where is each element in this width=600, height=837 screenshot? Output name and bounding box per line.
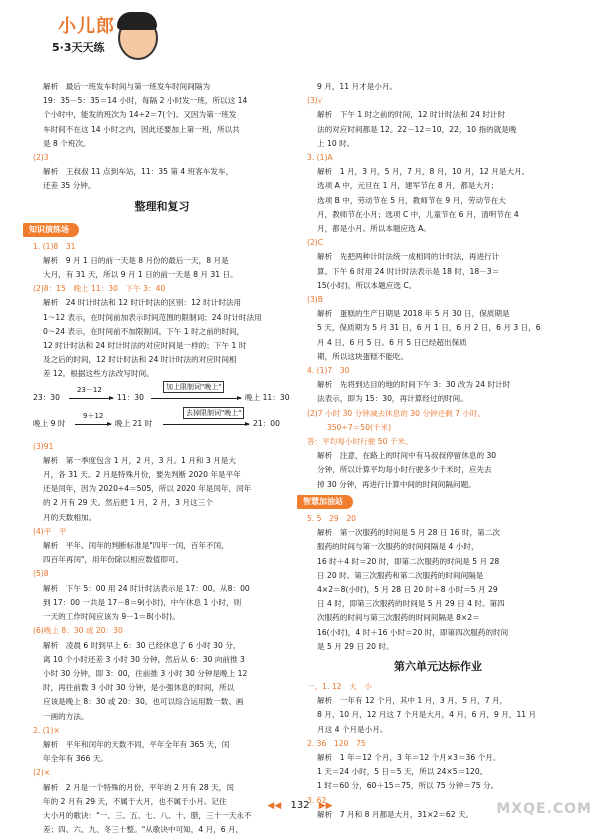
text-line: 还差 35 分钟。 xyxy=(43,181,96,191)
text-line: 选项 A 中，元旦在 1 月，建军节在 8 月，都是大月； xyxy=(317,181,499,191)
text-line: 的 2 月有 29 天。然后把 1 月，2 月，3 月这三个 xyxy=(43,498,213,508)
right-q4-block xyxy=(307,364,569,492)
text-line: 年的 2 月有 29 天，不属于大月，也不属于小月。记住 xyxy=(43,796,227,806)
text-line: (2)3 xyxy=(33,153,49,163)
text-line: 解析 先将到达目的地的时间下午 3：30 改为 24 时计时 xyxy=(317,380,511,390)
text-line: 分钟，所以计算平均每小时行驶多少千米时，应先去 xyxy=(317,465,492,475)
text-line: 个小时中，能发的班次为 14÷2＝7(个)。又因为第一班发 xyxy=(43,110,237,120)
text-line: 解析 9 月 1 日的前一天是 8 月份的最后一天，8 月是 xyxy=(43,255,229,265)
text-line: 8 月，10 月，12 月这 7 个月是大月，4 月，6 月，9 月，11 月 xyxy=(317,710,537,720)
text-line: 车时间不在这 14 小时之内，因此还要加上第一班，所以共 xyxy=(43,124,240,134)
text-line: 解析 注意，在路上的时间中有马叔叔停留休息的 30 xyxy=(317,451,497,461)
text-line: 月的天数相加。 xyxy=(43,512,97,522)
text-line: 1 时＝60 分，60＋15＝75，所以 75 分钟＝75 分。 xyxy=(317,781,499,791)
text-line: 月这 4 个月是小月。 xyxy=(317,724,388,734)
text-line: 月，各 31 天。2 月是特殊月份，要先判断 2020 年是平年 xyxy=(43,470,241,480)
left-column xyxy=(29,80,291,837)
left-q2-block xyxy=(33,724,291,837)
text-line: 掉 30 分钟，再进行计算中间的时间间隔问题。 xyxy=(317,479,476,489)
text-line: 9 月，11 月才是小月。 xyxy=(317,82,398,91)
text-line: (2)8：15 晚上 11：30 下午 3：40 xyxy=(33,284,166,294)
text-line: 差 12。根据这些方法改写时间。 xyxy=(43,369,154,379)
text-line: 16 时＋4 时＝20 时，即第二次服药的时间是 5 月 28 xyxy=(317,556,500,566)
diagram-row2-mid: 晚上 21 时 xyxy=(115,418,153,428)
arrow-icon xyxy=(151,398,241,399)
arrow-icon xyxy=(163,424,249,425)
text-line: 小时 30 分钟，即 3：00，往前推 3 小时 30 分钟是晚上 12 xyxy=(43,668,248,678)
text-line: 4. (1)7 30 xyxy=(307,366,350,376)
text-line: 2. 36 120 75 xyxy=(307,738,366,748)
text-line: 服药的时间与第一次服药的时间间隔是 4 小时， xyxy=(317,542,479,552)
text-line: 一画的方法。 xyxy=(43,711,89,721)
text-line: 解析 蛋糕的生产日期是 2018 年 5 月 30 日，保质期是 xyxy=(317,309,510,319)
text-line: 一天的工作时间应该为 9－1＝8(小时)。 xyxy=(43,612,180,622)
watermark-logo: MXQE.COM xyxy=(496,801,592,817)
section-title-review: 整理和复习 xyxy=(134,199,190,213)
text-line: 解析 凌晨 6 时到早上 6：30 已经休息了 6 小时 30 分， xyxy=(43,640,241,650)
right-q3-block xyxy=(307,151,569,364)
right-column xyxy=(303,80,569,822)
text-line: 0～24 表示，在时间前不加限制词。下午 1 时之前的时间， xyxy=(43,326,245,336)
text-line: (2)C xyxy=(307,238,324,248)
text-line: 5 天，保质期为 5 月 31 日，6 月 1 日，6 月 2 日，6 月 3 日，6 xyxy=(317,323,541,333)
text-line: (3)√ xyxy=(307,96,323,106)
text-line: 解析 1 年＝12 个月，3 年＝12 个月×3＝36 个月。 xyxy=(317,752,501,762)
text-line: 19：35－5：35＝14 小时，每隔 2 小时发一班，所以这 14 xyxy=(43,96,248,106)
text-line: 上 10 时。 xyxy=(317,138,355,148)
text-line: 时，再往前数 3 小时 30 分钟，是小强休息的时间，所以 xyxy=(43,683,235,693)
diagram-row2-left: 晚上 9 时 xyxy=(33,418,66,428)
text-line: (2)× xyxy=(33,768,51,778)
diagram-row2-right: 21：00 xyxy=(253,418,280,428)
text-line: 5. 5 29 20 xyxy=(307,513,357,523)
text-line: 解析 一年有 12 个月，其中 1 月，3 月，5 月，7 月， xyxy=(317,696,508,706)
text-line: 日 20 时。第三次服药和第二次服药的时间间隔是 xyxy=(317,570,484,580)
text-line: 解析 2 月是一个特殊的月份，平年的 2 月有 28 天，闰 xyxy=(43,782,234,792)
text-line: 法的对应时间都是 12。22－12＝10，22，10 指的就是晚 xyxy=(317,124,517,134)
section-tag-wisdom: 智慧加油站 xyxy=(297,495,353,509)
text-line: 选项 B 中，劳动节在 5 月，教师节在 9 月，劳动节在大 xyxy=(317,195,506,205)
text-line: (3)B xyxy=(307,295,323,305)
text-line: 离 10 个小时还差 3 小时 30 分钟，然后从 6：30 向前推 3 xyxy=(43,654,245,664)
text-line: 解析 最后一班发车时间与第一班发车时间间隔为 xyxy=(43,82,211,91)
text-line: 解析 下午 5：00 用 24 时计时法表示是 17：00。从8：00 xyxy=(43,583,250,593)
text-line: 算。下午 6 时用 24 时计时法表示是 18 时，18－3＝ xyxy=(317,266,500,276)
text-line: 1. (1)8 31 xyxy=(33,241,76,251)
prev-page-icon[interactable]: ◀◀ xyxy=(267,801,282,811)
text-line: 15(小时)，所以本题应选 C。 xyxy=(317,280,417,290)
text-line: 4×2＝8(小时)，5 月 28 日 20 时＋8 小时＝5 月 29 xyxy=(317,584,498,594)
diagram-row1-minus: 23－12 xyxy=(77,385,102,394)
text-line: 次服药的时间与第三次服药的时间间隔是 8×2＝ xyxy=(317,613,480,623)
arrow-icon xyxy=(75,424,111,425)
text-line: 月，都是小月。所以本题应选 A。 xyxy=(317,224,431,234)
text-line: 一、1. 12 大 小 xyxy=(307,681,372,691)
text-line: 是 5 月 29 日 20 时。 xyxy=(317,641,394,651)
text-line: 是 8 个班次。 xyxy=(43,138,91,148)
text-line: 16(小时)，4 时＋16 小时＝20 时，即第四次服药的时间 xyxy=(317,627,509,637)
text-line: 3. (1)A xyxy=(307,153,333,163)
text-line: 解析 先把两种计时法统一成相同的计时法，再进行计 xyxy=(317,252,500,262)
text-line: 解析 24 时计时法和 12 时计时法的区别：12 时计时法用 xyxy=(43,298,242,308)
text-line: 年全年有 366 天。 xyxy=(43,754,108,764)
left-top-block xyxy=(33,80,291,194)
text-line: (4)平 平 xyxy=(33,526,67,536)
text-line: 1～12 表示，在时间前加表示时间范围的限制词；24 时计时法用 xyxy=(43,312,262,322)
text-line: 2. (1)× xyxy=(33,725,60,735)
section-tag-practice: 知识演练场 xyxy=(23,223,79,237)
text-line: 法表示，即为 15：30，再计算经过的时间。 xyxy=(317,394,468,404)
series-name: 5·3天天练 xyxy=(52,41,105,54)
text-line: 到 17：00 一共是 17－8＝9(小时)，中午休息 1 小时，则 xyxy=(43,597,242,607)
diagram-row1-left: 23：30 xyxy=(33,392,60,402)
diagram-row1-right: 晚上 11：30 xyxy=(245,392,290,402)
text-line: (2)7 小时 30 分钟减去休息的 30 分钟还剩 7 小时。 xyxy=(307,408,486,418)
text-line: 应该是晚上 8：30 或 20：30。也可以综合运用数一数、画 xyxy=(43,697,244,707)
page-header xyxy=(0,0,600,62)
text-line: (6)晚上 8：30 或 20：30 xyxy=(33,626,123,636)
next-page-icon[interactable]: ▶▶ xyxy=(318,801,333,811)
diagram-row2-plus: 9＋12 xyxy=(83,411,104,420)
text-line: 解析 王叔叔 11 点到车站，11：35 第 4 班客车发车， xyxy=(43,167,234,177)
text-line: 四百年再闰"，用年份除以相应数值即可。 xyxy=(43,555,184,565)
text-line: 月，教师节在小月；选项 C 中，儿童节在 6 月，清明节在 4 xyxy=(317,209,519,219)
left-q1b-block xyxy=(33,440,291,724)
text-line: 解析 下午 1 时之前的时间，12 时计时法和 24 时计时 xyxy=(317,110,506,120)
text-line: (3)91 xyxy=(33,441,54,451)
text-line: 12 时计时法和 24 时计时法的对应时间是一样的；下午 1 时 xyxy=(43,341,247,351)
mascot-icon xyxy=(118,16,158,60)
text-line: 日 4 时，即第三次服药的时间是 5 月 29 日 4 时。第四 xyxy=(317,599,505,609)
text-line: 350÷7＝50(千米) xyxy=(327,422,392,432)
section-title-unit6: 第六单元达标作业 xyxy=(394,659,482,673)
time-conversion-diagram xyxy=(33,383,291,439)
text-line: 解析 7 月和 8 月都是大月，31×2＝62 天。 xyxy=(317,809,474,819)
right-top-block xyxy=(307,80,569,151)
text-line: 解析 第一季度包含 1 月，2 月，3 月。1 月和 3 月是大 xyxy=(43,455,236,465)
text-line: 大小月的歌诀："一、三、五、七、八、十、腊，三十一天永不 xyxy=(43,810,252,820)
text-line: 3. 62 xyxy=(307,795,327,805)
text-line: 期，所以这块蛋糕不能吃。 xyxy=(317,351,409,361)
text-line: 解析 1 月，3 月，5 月，7 月，8 月，10 月，12 月是大月。 xyxy=(317,167,530,177)
text-line: 差；四、六、九、冬三十整。"从歌诀中可知，4 月，6 月， xyxy=(43,825,244,835)
text-line: (5)8 xyxy=(33,569,49,579)
text-line: 1 天＝24 小时，5 日＝5 天，所以 24×5＝120。 xyxy=(317,767,488,777)
text-line: 解析 第一次服药的时间是 5 月 28 日 16 时，第二次 xyxy=(317,528,500,538)
text-line: 及之后的时间，12 时计时法和 24 时计时法的对应时间相 xyxy=(43,355,237,365)
text-line: 解析 平年、闰年的判断标准是"四年一闰，百年不闰， xyxy=(43,541,229,551)
brand-logo-text: 小儿郎 xyxy=(58,16,115,37)
text-line: 还是闰年，因为 2020÷4＝505，所以 2020 年是闰年，闰年 xyxy=(43,484,252,494)
text-line: 月 4 日，6 月 5 日。6 月 5 日已经超出保质 xyxy=(317,337,467,347)
diagram-row1-label: 加上限制词"晚上" xyxy=(163,381,224,393)
right-q5-block xyxy=(307,512,569,654)
text-line: 解析 平年和闰年的天数不同，平年全年有 365 天，闰 xyxy=(43,739,230,749)
arrow-icon xyxy=(69,398,113,399)
diagram-row2-label: 去掉限制词"晚上" xyxy=(183,407,244,419)
page-number: 132 xyxy=(290,800,310,811)
text-line: 大月，有 31 天，所以 9 月 1 日的前一天是 8 月 31 日。 xyxy=(43,270,238,280)
text-line: 答：平均每小时行驶 50 千米。 xyxy=(307,437,413,447)
left-q1-block xyxy=(33,240,291,382)
diagram-row1-mid: 11：30 xyxy=(117,392,144,402)
